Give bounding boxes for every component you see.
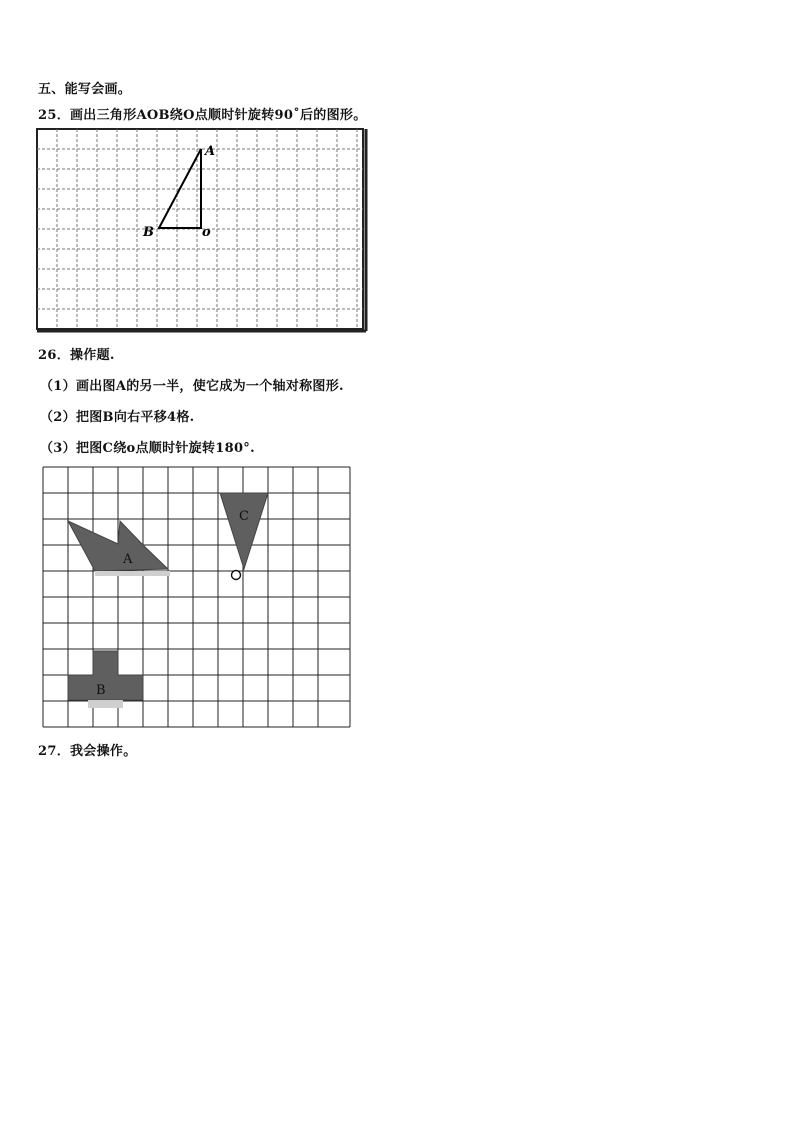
label-a: A <box>205 144 216 159</box>
shape-b-label: B <box>96 683 106 698</box>
shape-c-label: C <box>239 509 249 524</box>
question-26-title: 26．操作题. <box>38 348 115 363</box>
question-25-text: 25．画出三角形AOB绕O点顺时针旋转90˚后的图形。 <box>38 108 367 123</box>
shape-b-shadow <box>88 700 123 708</box>
label-b: B <box>143 225 154 240</box>
question-27-title: 27．我会操作。 <box>38 744 137 759</box>
shape-a-shadow <box>95 571 170 576</box>
section-title: 五、能写会画。 <box>38 82 132 97</box>
q25-grid-figure <box>36 128 370 336</box>
point-o-marker <box>232 571 241 580</box>
shape-c <box>220 493 268 569</box>
shape-a-label: A <box>123 552 133 567</box>
question-26-item-1: （1）画出图A的另一半，使它成为一个轴对称图形. <box>40 379 344 394</box>
q26-grid-figure <box>40 464 356 730</box>
label-o: o <box>202 225 211 240</box>
question-26-item-2: （2）把图B向右平移4格. <box>40 410 195 425</box>
question-26-item-3: （3）把图C绕o点顺时针旋转180°. <box>40 441 255 456</box>
